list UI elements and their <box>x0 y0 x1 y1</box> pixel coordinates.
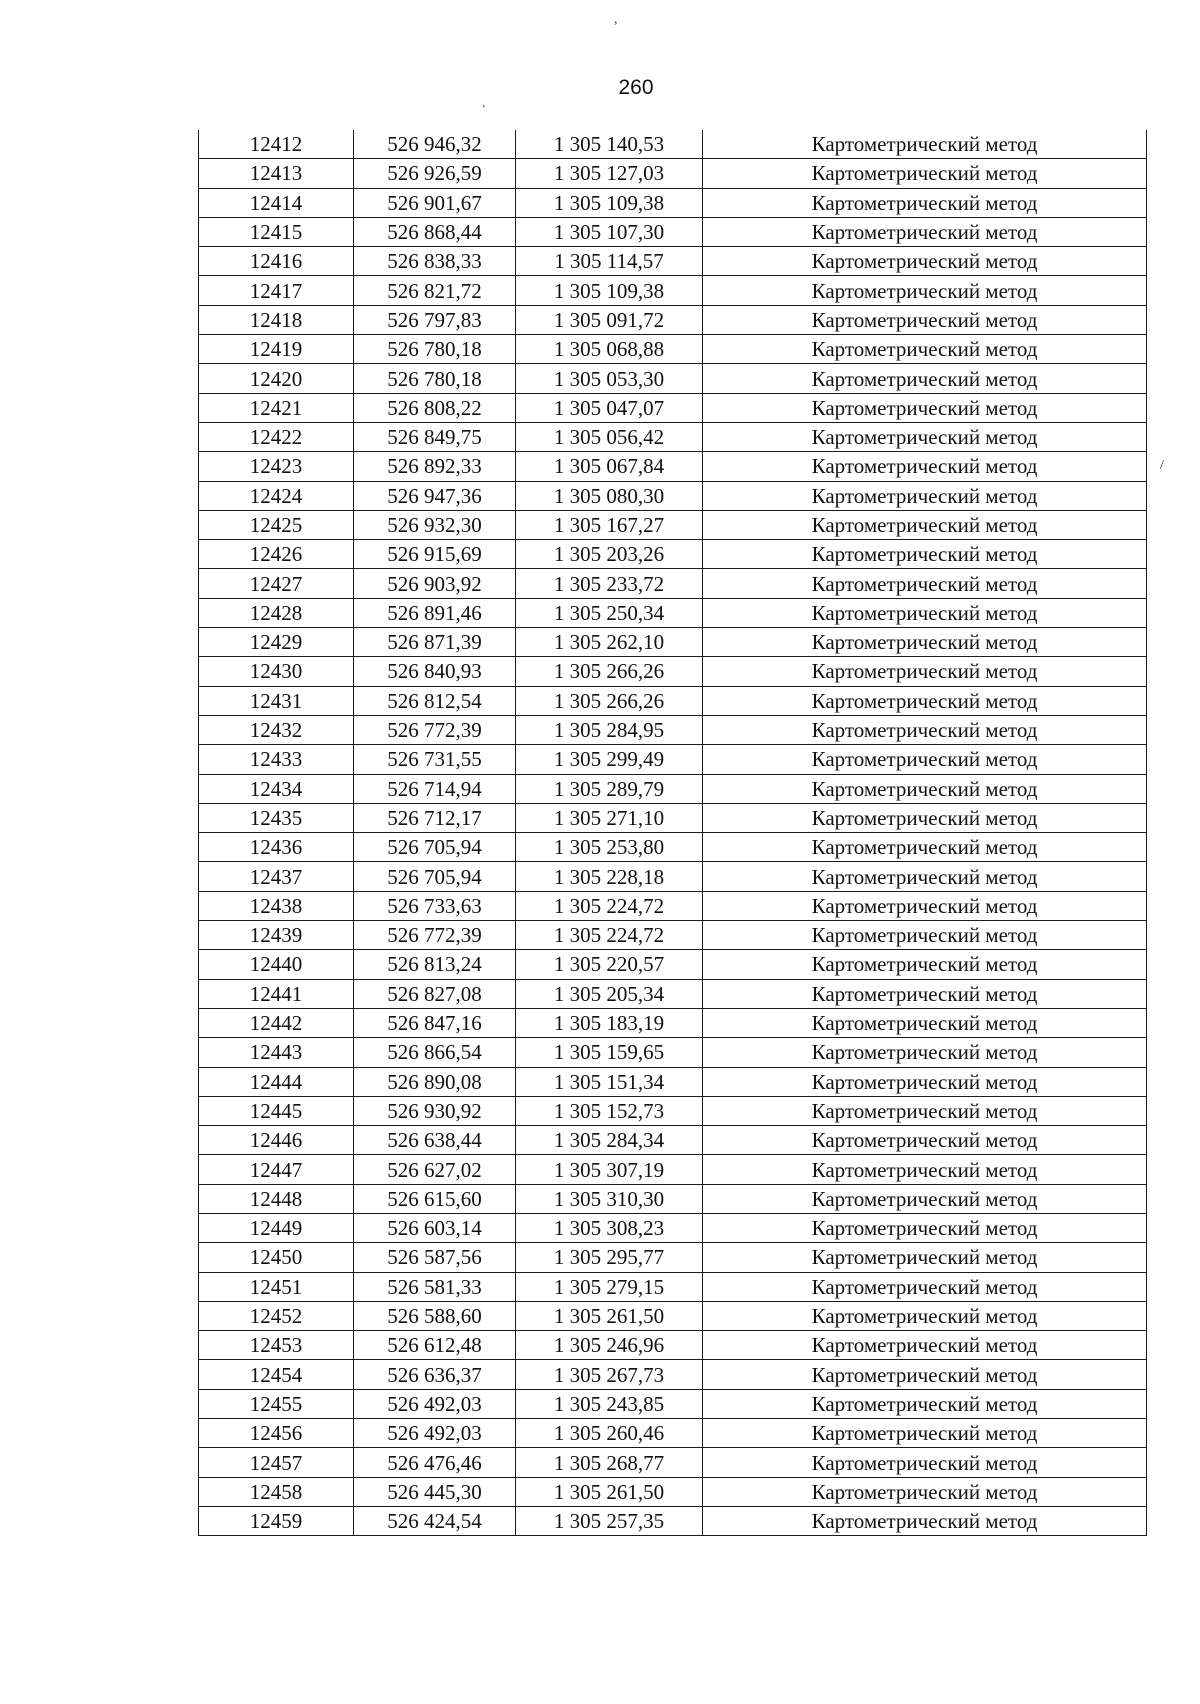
x-coordinate-cell: 526 932,30 <box>354 510 516 539</box>
method-cell: Картометрический метод <box>703 1448 1147 1477</box>
x-coordinate-cell: 526 733,63 <box>354 891 516 920</box>
x-coordinate-cell: 526 492,03 <box>354 1419 516 1448</box>
table-row <box>199 1272 1147 1301</box>
y-coordinate-cell: 1 305 246,96 <box>516 1331 703 1360</box>
method-cell: Картометрический метод <box>703 1331 1147 1360</box>
y-coordinate-cell: 1 305 228,18 <box>516 862 703 891</box>
table-row <box>199 452 1147 481</box>
y-coordinate-cell: 1 305 284,34 <box>516 1126 703 1155</box>
x-coordinate-cell: 526 892,33 <box>354 452 516 481</box>
x-coordinate-cell: 526 868,44 <box>354 217 516 246</box>
method-cell: Картометрический метод <box>703 1506 1147 1535</box>
point-number-cell: 12435 <box>199 803 354 832</box>
point-number-cell: 12451 <box>199 1272 354 1301</box>
y-coordinate-cell: 1 305 056,42 <box>516 422 703 451</box>
table-row <box>199 540 1147 569</box>
x-coordinate-cell: 526 772,39 <box>354 715 516 744</box>
table-row <box>199 745 1147 774</box>
method-cell: Картометрический метод <box>703 276 1147 305</box>
x-coordinate-cell: 526 705,94 <box>354 833 516 862</box>
x-coordinate-cell: 526 603,14 <box>354 1213 516 1242</box>
point-number-cell: 12446 <box>199 1126 354 1155</box>
y-coordinate-cell: 1 305 262,10 <box>516 628 703 657</box>
y-coordinate-cell: 1 305 243,85 <box>516 1389 703 1418</box>
y-coordinate-cell: 1 305 220,57 <box>516 950 703 979</box>
x-coordinate-cell: 526 813,24 <box>354 950 516 979</box>
y-coordinate-cell: 1 305 289,79 <box>516 774 703 803</box>
x-coordinate-cell: 526 705,94 <box>354 862 516 891</box>
x-coordinate-cell: 526 581,33 <box>354 1272 516 1301</box>
x-coordinate-cell: 526 926,59 <box>354 159 516 188</box>
point-number-cell: 12443 <box>199 1038 354 1067</box>
table-row <box>199 1301 1147 1330</box>
point-number-cell: 12427 <box>199 569 354 598</box>
x-coordinate-cell: 526 891,46 <box>354 598 516 627</box>
y-coordinate-cell: 1 305 205,34 <box>516 979 703 1008</box>
method-cell: Картометрический метод <box>703 393 1147 422</box>
point-number-cell: 12440 <box>199 950 354 979</box>
table-row <box>199 1448 1147 1477</box>
table-row <box>199 1184 1147 1213</box>
point-number-cell: 12433 <box>199 745 354 774</box>
x-coordinate-cell: 526 849,75 <box>354 422 516 451</box>
point-number-cell: 12437 <box>199 862 354 891</box>
x-coordinate-cell: 526 772,39 <box>354 921 516 950</box>
y-coordinate-cell: 1 305 253,80 <box>516 833 703 862</box>
x-coordinate-cell: 526 821,72 <box>354 276 516 305</box>
x-coordinate-cell: 526 638,44 <box>354 1126 516 1155</box>
page-number: 260 <box>618 76 654 99</box>
table-row <box>199 1243 1147 1272</box>
table-row <box>199 188 1147 217</box>
method-cell: Картометрический метод <box>703 1126 1147 1155</box>
table-row <box>199 1419 1147 1448</box>
point-number-cell: 12417 <box>199 276 354 305</box>
method-cell: Картометрический метод <box>703 1155 1147 1184</box>
point-number-cell: 12423 <box>199 452 354 481</box>
method-cell: Картометрический метод <box>703 1243 1147 1272</box>
point-number-cell: 12436 <box>199 833 354 862</box>
table-row <box>199 159 1147 188</box>
point-number-cell: 12434 <box>199 774 354 803</box>
point-number-cell: 12412 <box>199 130 354 159</box>
method-cell: Картометрический метод <box>703 1477 1147 1506</box>
point-number-cell: 12453 <box>199 1331 354 1360</box>
point-number-cell: 12441 <box>199 979 354 1008</box>
point-number-cell: 12430 <box>199 657 354 686</box>
method-cell: Картометрический метод <box>703 1096 1147 1125</box>
table-row <box>199 774 1147 803</box>
method-cell: Картометрический метод <box>703 921 1147 950</box>
x-coordinate-cell: 526 445,30 <box>354 1477 516 1506</box>
x-coordinate-cell: 526 812,54 <box>354 686 516 715</box>
method-cell: Картометрический метод <box>703 452 1147 481</box>
method-cell: Картометрический метод <box>703 1272 1147 1301</box>
table-row <box>199 481 1147 510</box>
scan-speck: / <box>1160 458 1164 473</box>
y-coordinate-cell: 1 305 109,38 <box>516 188 703 217</box>
y-coordinate-cell: 1 305 266,26 <box>516 657 703 686</box>
point-number-cell: 12450 <box>199 1243 354 1272</box>
point-number-cell: 12438 <box>199 891 354 920</box>
y-coordinate-cell: 1 305 260,46 <box>516 1419 703 1448</box>
y-coordinate-cell: 1 305 107,30 <box>516 217 703 246</box>
y-coordinate-cell: 1 305 068,88 <box>516 335 703 364</box>
y-coordinate-cell: 1 305 250,34 <box>516 598 703 627</box>
table-row <box>199 393 1147 422</box>
x-coordinate-cell: 526 915,69 <box>354 540 516 569</box>
x-coordinate-cell: 526 946,32 <box>354 130 516 159</box>
y-coordinate-cell: 1 305 151,34 <box>516 1067 703 1096</box>
table-row <box>199 1008 1147 1037</box>
table-row <box>199 130 1147 159</box>
point-number-cell: 12442 <box>199 1008 354 1037</box>
method-cell: Картометрический метод <box>703 481 1147 510</box>
y-coordinate-cell: 1 305 233,72 <box>516 569 703 598</box>
x-coordinate-cell: 526 780,18 <box>354 364 516 393</box>
method-cell: Картометрический метод <box>703 247 1147 276</box>
point-number-cell: 12414 <box>199 188 354 217</box>
x-coordinate-cell: 526 930,92 <box>354 1096 516 1125</box>
table-row <box>199 305 1147 334</box>
method-cell: Картометрический метод <box>703 1389 1147 1418</box>
table-row <box>199 1126 1147 1155</box>
x-coordinate-cell: 526 890,08 <box>354 1067 516 1096</box>
method-cell: Картометрический метод <box>703 774 1147 803</box>
y-coordinate-cell: 1 305 183,19 <box>516 1008 703 1037</box>
point-number-cell: 12439 <box>199 921 354 950</box>
table-row <box>199 686 1147 715</box>
table-row <box>199 1038 1147 1067</box>
y-coordinate-cell: 1 305 167,27 <box>516 510 703 539</box>
y-coordinate-cell: 1 305 308,23 <box>516 1213 703 1242</box>
method-cell: Картометрический метод <box>703 1038 1147 1067</box>
method-cell: Картометрический метод <box>703 657 1147 686</box>
y-coordinate-cell: 1 305 109,38 <box>516 276 703 305</box>
method-cell: Картометрический метод <box>703 364 1147 393</box>
table-row <box>199 422 1147 451</box>
y-coordinate-cell: 1 305 159,65 <box>516 1038 703 1067</box>
method-cell: Картометрический метод <box>703 979 1147 1008</box>
method-cell: Картометрический метод <box>703 862 1147 891</box>
y-coordinate-cell: 1 305 091,72 <box>516 305 703 334</box>
y-coordinate-cell: 1 305 224,72 <box>516 921 703 950</box>
y-coordinate-cell: 1 305 114,57 <box>516 247 703 276</box>
y-coordinate-cell: 1 305 307,19 <box>516 1155 703 1184</box>
method-cell: Картометрический метод <box>703 335 1147 364</box>
table-row <box>199 833 1147 862</box>
method-cell: Картометрический метод <box>703 1360 1147 1389</box>
point-number-cell: 12416 <box>199 247 354 276</box>
x-coordinate-cell: 526 808,22 <box>354 393 516 422</box>
x-coordinate-cell: 526 492,03 <box>354 1389 516 1418</box>
point-number-cell: 12424 <box>199 481 354 510</box>
point-number-cell: 12445 <box>199 1096 354 1125</box>
y-coordinate-cell: 1 305 299,49 <box>516 745 703 774</box>
point-number-cell: 12431 <box>199 686 354 715</box>
point-number-cell: 12456 <box>199 1419 354 1448</box>
table-row <box>199 803 1147 832</box>
point-number-cell: 12444 <box>199 1067 354 1096</box>
x-coordinate-cell: 526 901,67 <box>354 188 516 217</box>
y-coordinate-cell: 1 305 295,77 <box>516 1243 703 1272</box>
x-coordinate-cell: 526 612,48 <box>354 1331 516 1360</box>
y-coordinate-cell: 1 305 203,26 <box>516 540 703 569</box>
method-cell: Картометрический метод <box>703 1301 1147 1330</box>
y-coordinate-cell: 1 305 067,84 <box>516 452 703 481</box>
point-number-cell: 12452 <box>199 1301 354 1330</box>
method-cell: Картометрический метод <box>703 628 1147 657</box>
method-cell: Картометрический метод <box>703 803 1147 832</box>
table-row <box>199 1096 1147 1125</box>
y-coordinate-cell: 1 305 261,50 <box>516 1301 703 1330</box>
method-cell: Картометрический метод <box>703 1184 1147 1213</box>
method-cell: Картометрический метод <box>703 1067 1147 1096</box>
method-cell: Картометрический метод <box>703 715 1147 744</box>
table-row <box>199 715 1147 744</box>
table-row <box>199 862 1147 891</box>
x-coordinate-cell: 526 424,54 <box>354 1506 516 1535</box>
point-number-cell: 12425 <box>199 510 354 539</box>
table-row <box>199 1360 1147 1389</box>
method-cell: Картометрический метод <box>703 745 1147 774</box>
method-cell: Картометрический метод <box>703 130 1147 159</box>
method-cell: Картометрический метод <box>703 217 1147 246</box>
table-row <box>199 1213 1147 1242</box>
method-cell: Картометрический метод <box>703 1008 1147 1037</box>
method-cell: Картометрический метод <box>703 159 1147 188</box>
point-number-cell: 12429 <box>199 628 354 657</box>
x-coordinate-cell: 526 871,39 <box>354 628 516 657</box>
method-cell: Картометрический метод <box>703 833 1147 862</box>
y-coordinate-cell: 1 305 267,73 <box>516 1360 703 1389</box>
point-number-cell: 12455 <box>199 1389 354 1418</box>
x-coordinate-cell: 526 636,37 <box>354 1360 516 1389</box>
y-coordinate-cell: 1 305 310,30 <box>516 1184 703 1213</box>
table-row <box>199 217 1147 246</box>
y-coordinate-cell: 1 305 080,30 <box>516 481 703 510</box>
table-row <box>199 1331 1147 1360</box>
method-cell: Картометрический метод <box>703 510 1147 539</box>
y-coordinate-cell: 1 305 053,30 <box>516 364 703 393</box>
y-coordinate-cell: 1 305 261,50 <box>516 1477 703 1506</box>
y-coordinate-cell: 1 305 127,03 <box>516 159 703 188</box>
y-coordinate-cell: 1 305 266,26 <box>516 686 703 715</box>
table-row <box>199 979 1147 1008</box>
y-coordinate-cell: 1 305 279,15 <box>516 1272 703 1301</box>
method-cell: Картометрический метод <box>703 540 1147 569</box>
point-number-cell: 12420 <box>199 364 354 393</box>
x-coordinate-cell: 526 866,54 <box>354 1038 516 1067</box>
y-coordinate-cell: 1 305 257,35 <box>516 1506 703 1535</box>
y-coordinate-cell: 1 305 047,07 <box>516 393 703 422</box>
point-number-cell: 12426 <box>199 540 354 569</box>
point-number-cell: 12447 <box>199 1155 354 1184</box>
table-row <box>199 1067 1147 1096</box>
point-number-cell: 12418 <box>199 305 354 334</box>
point-number-cell: 12454 <box>199 1360 354 1389</box>
method-cell: Картометрический метод <box>703 1213 1147 1242</box>
y-coordinate-cell: 1 305 271,10 <box>516 803 703 832</box>
x-coordinate-cell: 526 712,17 <box>354 803 516 832</box>
table-row <box>199 1477 1147 1506</box>
x-coordinate-cell: 526 840,93 <box>354 657 516 686</box>
x-coordinate-cell: 526 714,94 <box>354 774 516 803</box>
table-row <box>199 598 1147 627</box>
x-coordinate-cell: 526 847,16 <box>354 1008 516 1037</box>
table-body <box>199 130 1147 1536</box>
x-coordinate-cell: 526 731,55 <box>354 745 516 774</box>
scan-speck: , <box>614 12 618 27</box>
scan-speck: . <box>482 96 486 111</box>
table-row <box>199 335 1147 364</box>
table-row <box>199 247 1147 276</box>
point-number-cell: 12459 <box>199 1506 354 1535</box>
method-cell: Картометрический метод <box>703 305 1147 334</box>
y-coordinate-cell: 1 305 140,53 <box>516 130 703 159</box>
table-row <box>199 891 1147 920</box>
x-coordinate-cell: 526 797,83 <box>354 305 516 334</box>
x-coordinate-cell: 526 838,33 <box>354 247 516 276</box>
table-row <box>199 1155 1147 1184</box>
x-coordinate-cell: 526 615,60 <box>354 1184 516 1213</box>
point-number-cell: 12413 <box>199 159 354 188</box>
table-row <box>199 628 1147 657</box>
point-number-cell: 12419 <box>199 335 354 364</box>
y-coordinate-cell: 1 305 268,77 <box>516 1448 703 1477</box>
y-coordinate-cell: 1 305 284,95 <box>516 715 703 744</box>
point-number-cell: 12421 <box>199 393 354 422</box>
method-cell: Картометрический метод <box>703 569 1147 598</box>
table-row <box>199 950 1147 979</box>
x-coordinate-cell: 526 903,92 <box>354 569 516 598</box>
method-cell: Картометрический метод <box>703 950 1147 979</box>
method-cell: Картометрический метод <box>703 598 1147 627</box>
x-coordinate-cell: 526 588,60 <box>354 1301 516 1330</box>
x-coordinate-cell: 526 627,02 <box>354 1155 516 1184</box>
point-number-cell: 12428 <box>199 598 354 627</box>
point-number-cell: 12422 <box>199 422 354 451</box>
point-number-cell: 12457 <box>199 1448 354 1477</box>
method-cell: Картометрический метод <box>703 1419 1147 1448</box>
point-number-cell: 12458 <box>199 1477 354 1506</box>
table-row <box>199 1506 1147 1535</box>
point-number-cell: 12449 <box>199 1213 354 1242</box>
x-coordinate-cell: 526 947,36 <box>354 481 516 510</box>
table-row <box>199 1389 1147 1418</box>
x-coordinate-cell: 526 780,18 <box>354 335 516 364</box>
x-coordinate-cell: 526 827,08 <box>354 979 516 1008</box>
point-number-cell: 12448 <box>199 1184 354 1213</box>
table-row <box>199 364 1147 393</box>
point-number-cell: 12415 <box>199 217 354 246</box>
table-row <box>199 921 1147 950</box>
coordinates-table <box>198 130 1147 1536</box>
y-coordinate-cell: 1 305 224,72 <box>516 891 703 920</box>
table-row <box>199 569 1147 598</box>
table-row <box>199 657 1147 686</box>
table-row <box>199 276 1147 305</box>
y-coordinate-cell: 1 305 152,73 <box>516 1096 703 1125</box>
method-cell: Картометрический метод <box>703 422 1147 451</box>
table-row <box>199 510 1147 539</box>
point-number-cell: 12432 <box>199 715 354 744</box>
method-cell: Картометрический метод <box>703 188 1147 217</box>
method-cell: Картометрический метод <box>703 891 1147 920</box>
method-cell: Картометрический метод <box>703 686 1147 715</box>
x-coordinate-cell: 526 587,56 <box>354 1243 516 1272</box>
x-coordinate-cell: 526 476,46 <box>354 1448 516 1477</box>
